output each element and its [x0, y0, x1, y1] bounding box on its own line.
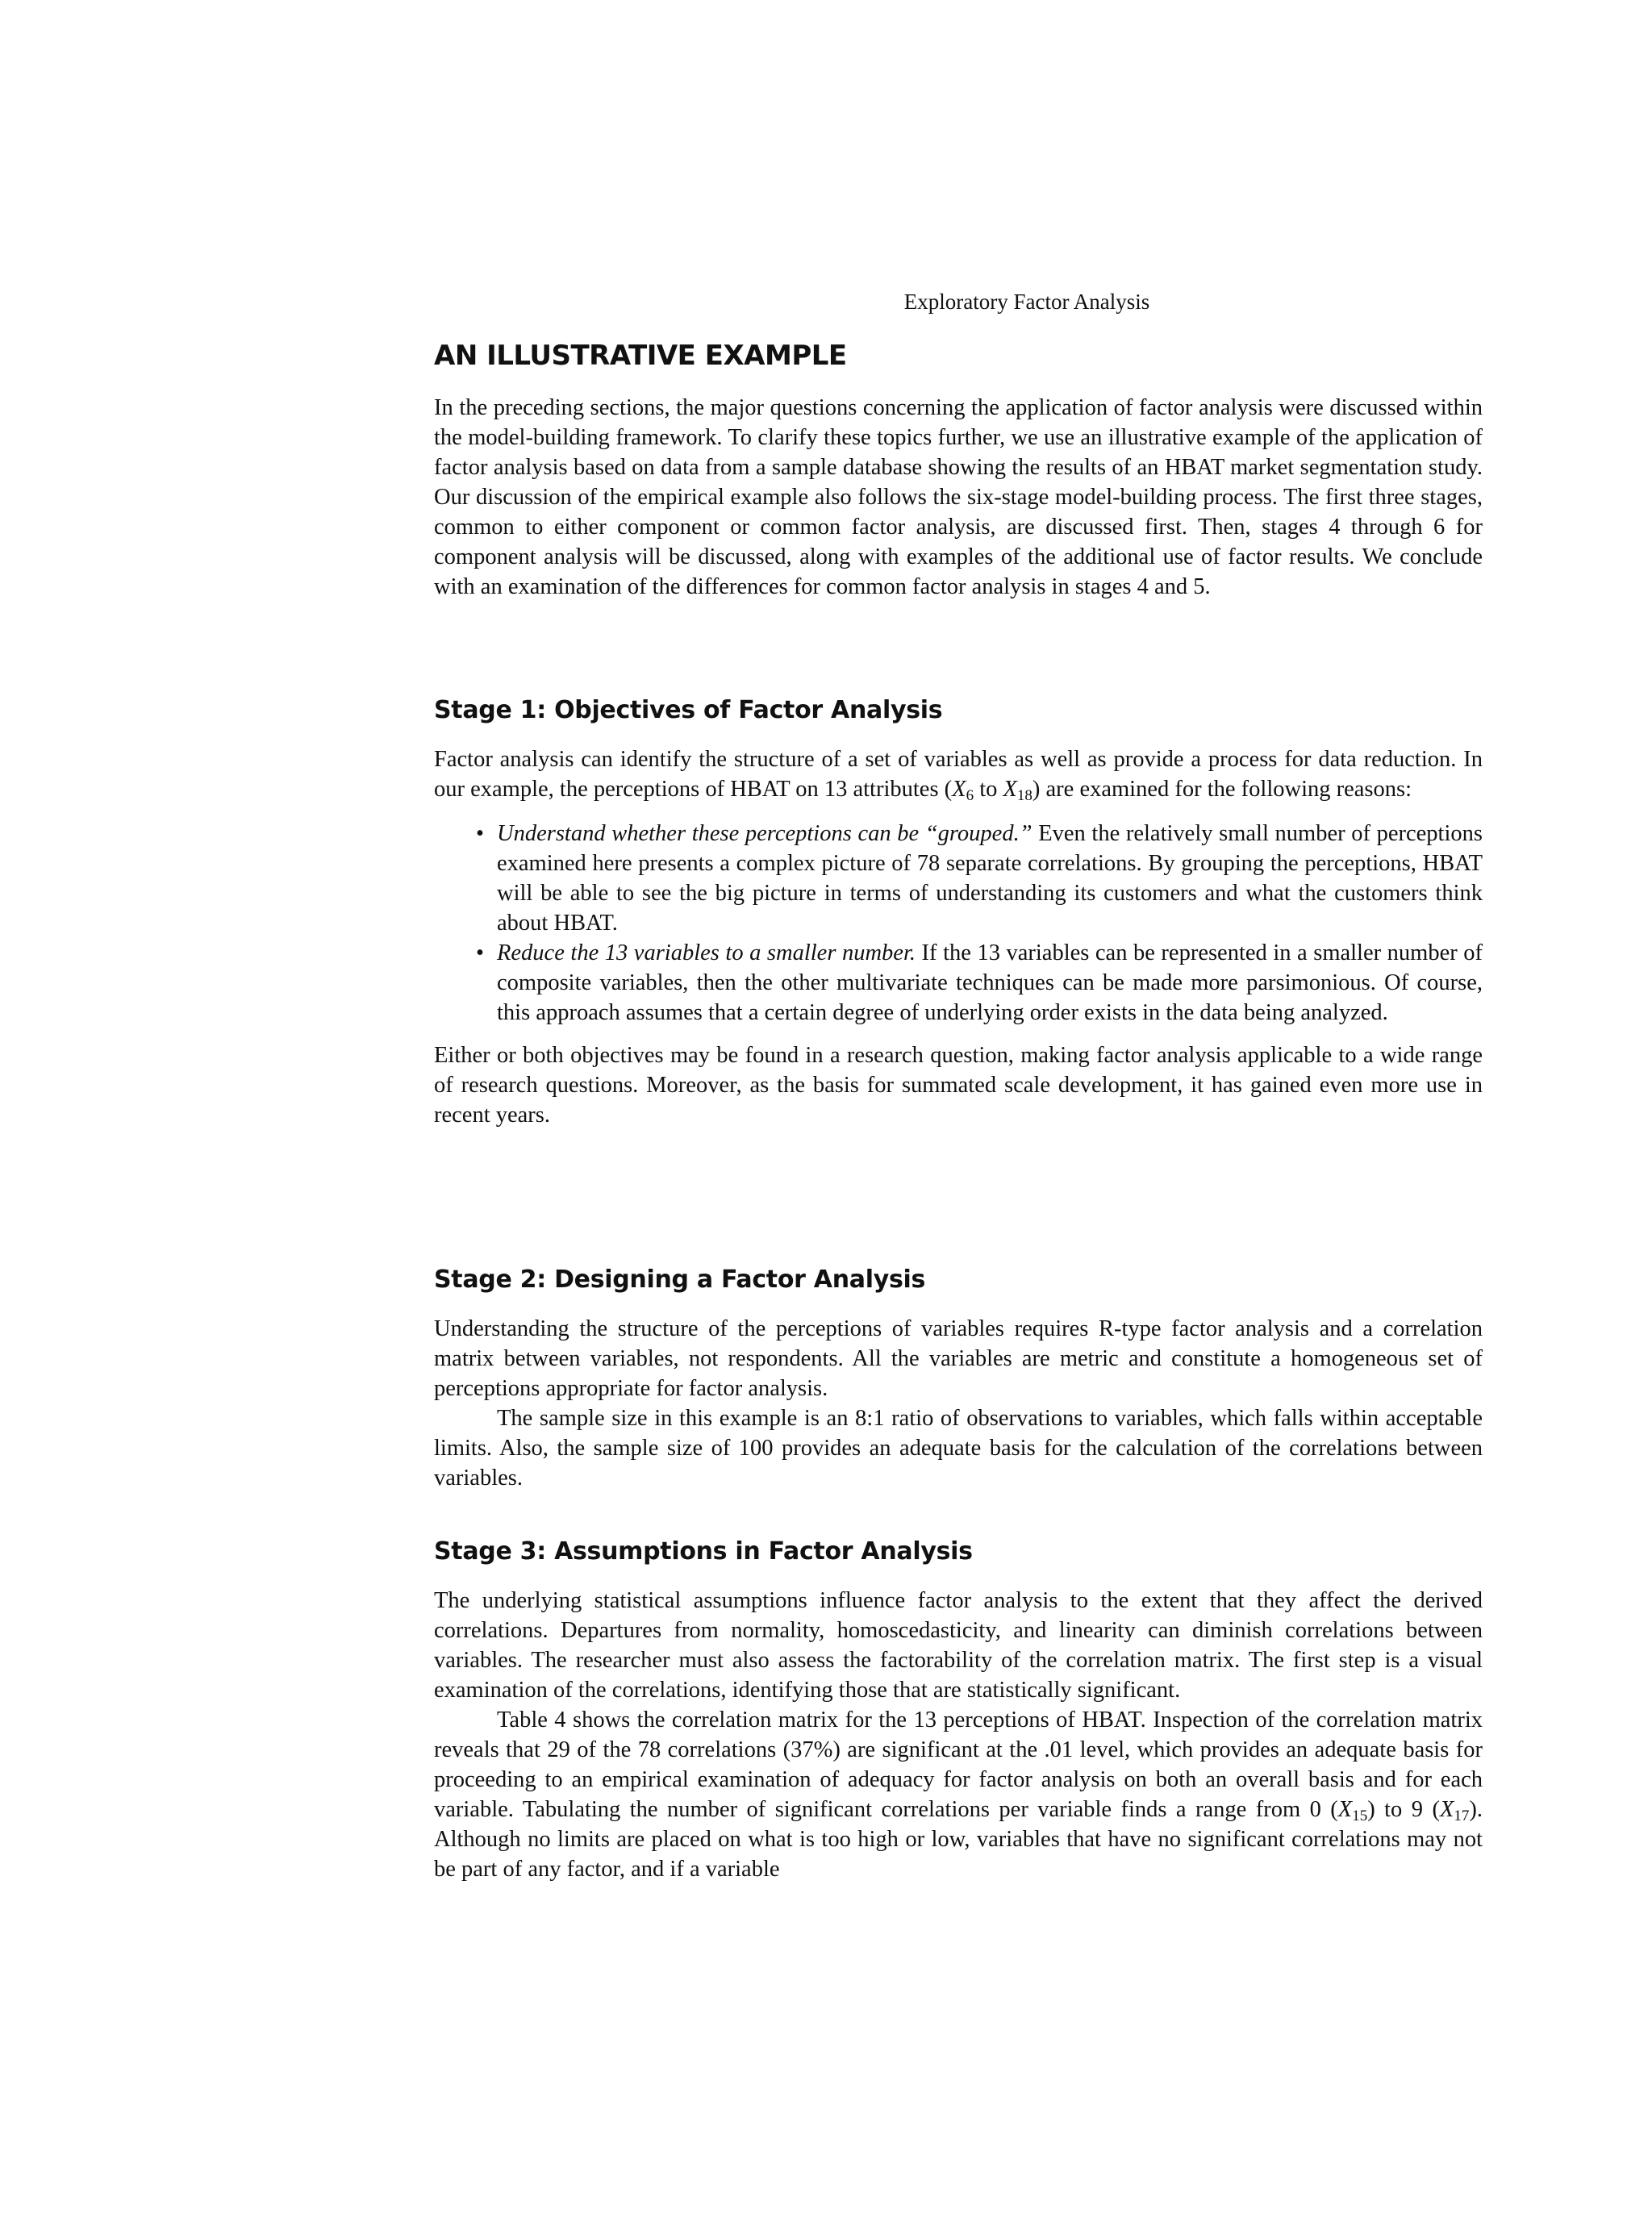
stage2-paragraph-1: Understanding the structure of the perceptions of variables requires R-type factor analysis and a correlation matrix between variables, not respondents. All the variables are metric and constitute a homogeneous set of perceptions appropriate for factor analysis.	[434, 1316, 1483, 1401]
stage2-paragraph-2: The sample size in this example is an 8:1 ratio of observations to variables, which falls within acceptable limits. Also, the sample size of 100 provides an adequate basis for the calculation of the correlations between variables.	[434, 1406, 1483, 1491]
stage3-heading: Stage 3: Assumptions in Factor Analysis	[434, 1537, 973, 1566]
intro-section	[434, 393, 1483, 602]
stage1-section	[434, 695, 1483, 1130]
stage1-paragraph-2: Either or both objectives may be found in a research question, making factor analysis applicable to a wide range of research questions. Moreover, as the basis for summated scale development, it has gained even more use in recent years.	[434, 1043, 1483, 1128]
intro-paragraph: In the preceding sections, the major questions concerning the application of factor analysis were discussed within the model-building framework. To clarify these topics further, we use an illustrative example of the application of factor analysis based on data from a sample database showing the results of an HBAT market segmentation study. Our discussion of the empirical example also follows the six-stage model-building process. The first three stages, common to either component or common factor analysis, are discussed first. Then, stages 4 through 6 for component analysis will be discussed, along with examples of the additional use of factor results. We conclude with an examination of the differences for common factor analysis in stages 4 and 5.	[434, 395, 1483, 599]
stage3-paragraph-2: Table 4 shows the correlation matrix for the 13 perceptions of HBAT. Inspection of the correlation matrix reveals that 29 of the 78 correlations (37%) are significant at the .01 level, which provides an adequate basis for proceeding to an empirical examination of adequacy for factor analysis on both an overall basis and for each variable. Tabulating the number of significant correlations per variable finds a range from 0 $(X_{15})$ to 9 $(X_{17})$. Although no limits are placed on what is too high or low, variables that have no significant correlations may not be part of any factor, and if a variable	[434, 1708, 1483, 1882]
stage2-heading: Stage 2: Designing a Factor Analysis	[434, 1266, 926, 1294]
list-item: • Understand whether these perceptions can be “grouped.” Even the relatively small number of perceptions examined here presents a complex picture of 78 separate correlations. By grouping the perceptions, HBAT will be able to see the big picture in terms of understanding its customers and what the customers think about HBAT.	[476, 821, 1483, 936]
running-head: Exploratory Factor Analysis	[903, 290, 1150, 314]
stage3-paragraph-1: The underlying statistical assumptions influence factor analysis to the extent that they affect the derived correlations. Departures from normality, homoscedasticity, and linearity can diminish correlations between variables. The researcher must also assess the factorability of the correlation matrix. The first step is a visual examination of the correlations, identifying those that are statistically significant.	[434, 1588, 1483, 1703]
stage2-section	[434, 1265, 1483, 1493]
stage1-paragraph-1: Factor analysis can identify the structure of a set of variables as well as provide a process for data reduction. In our example, the perceptions of HBAT on 13 attributes ($X_6$ to $X_{18}$) are examined for the following reasons:	[434, 747, 1483, 804]
section-title: AN ILLUSTRATIVE EXAMPLE	[434, 340, 847, 372]
list-item: • Reduce the 13 variables to a smaller number. If the 13 variables can be represented in a smaller number of composite variables, then the other multivariate techniques can be made more parsimonious. Of course, this approach assumes that a certain degree of underlying order exists in the data being analyzed.	[476, 940, 1483, 1025]
stage1-heading: Stage 1: Objectives of Factor Analysis	[434, 696, 943, 724]
objectives-list	[434, 819, 1483, 1028]
stage3-section	[434, 1537, 1483, 1884]
